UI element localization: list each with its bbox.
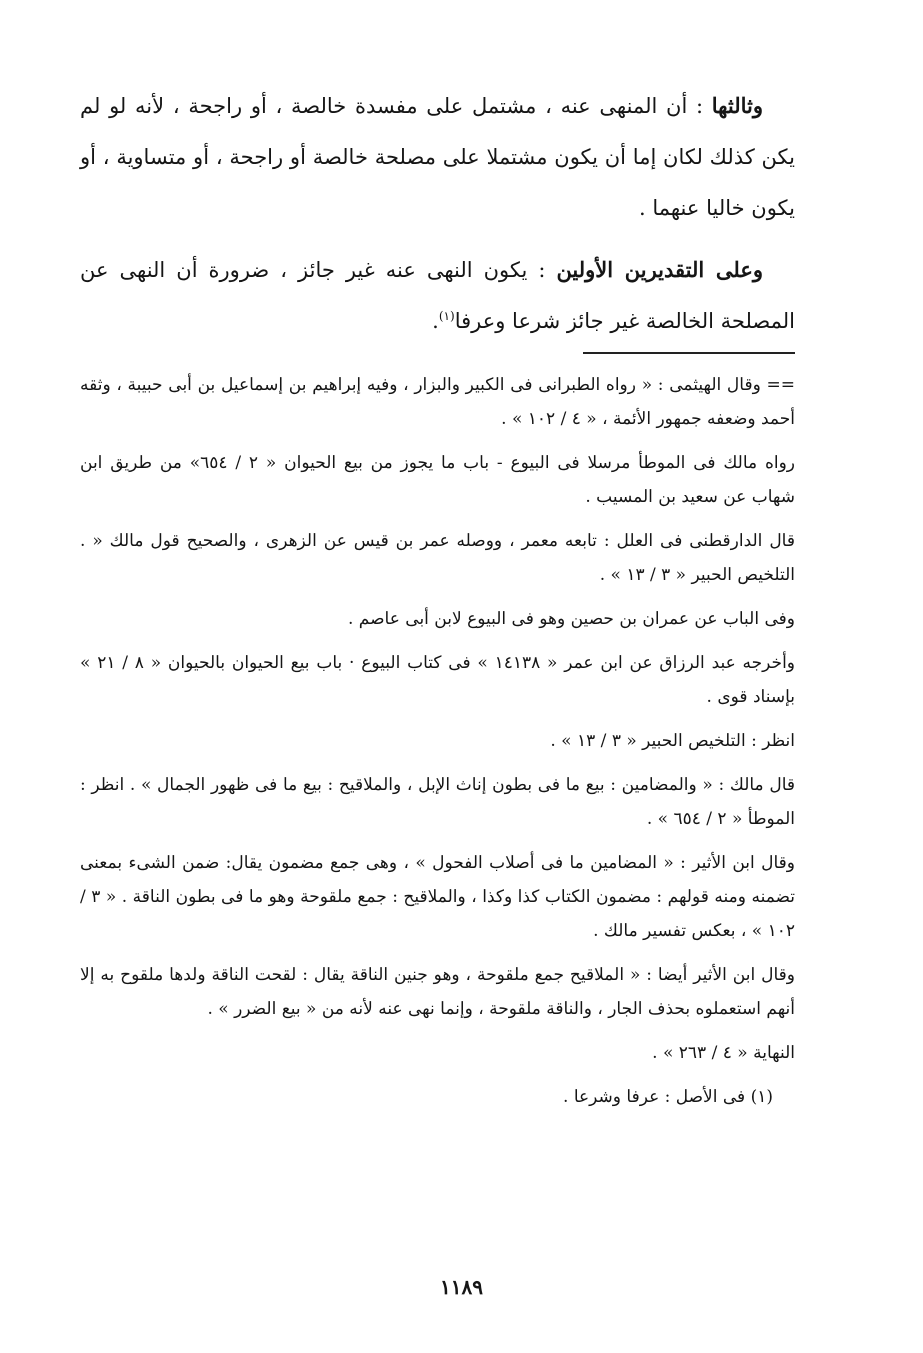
paragraph-1-text: : أن المنهى عنه ، مشتمل على مفسدة خالصة ، أو راجحة ، لأنه لو لم يكن كذلك لكان إما أن يكون مشتملا على مصلحة خالصة أو راجحة ، أو متساوية ، أو يكون خاليا عنهما .	[80, 94, 795, 220]
footnotes	[80, 368, 795, 1124]
note-2: رواه مالك فى الموطأ مرسلا فى البيوع - باب ما يجوز من بيع الحيوان « ٢ / ٦٥٤» من طريق ابن شهاب عن سعيد بن المسيب .	[80, 453, 796, 507]
paragraph-1-lead: وثالثها	[711, 93, 763, 118]
note-4: وفى الباب عن عمران بن حصين وهو فى البيوع لابن أبى عاصم .	[347, 609, 795, 629]
paragraph-2-end: .	[432, 309, 439, 333]
note-1: == وقال الهيثمى : « رواه الطبرانى فى الكبير والبزار ، وفيه إبراهيم بن إسماعيل بن أبى حبيبة ، وثقه أحمد وضعفه جمهور الأئمة ، « ٤ / ١٠٢ » .	[80, 375, 795, 429]
footnote-1: (١) فى الأصل : عرفا وشرعا .	[563, 1087, 773, 1107]
paragraph-2-text: : يكون النهى عنه غير جائز ، ضرورة أن النهى عن المصلحة الخالصة غير جائز شرعا وعرفا	[80, 258, 795, 333]
paragraph-2	[80, 244, 795, 347]
note-8: وقال ابن الأثير : « المضامين ما فى أصلاب الفحول » ، وهى جمع مضمون يقال: ضمن الشىء بمعنى تضمنه ومنه قولهم : مضمون الكتاب كذا وكذا ، والملاقيح : جمع ملقوحة وهو ما فى بطون الناقة . « ٣ / ١٠٢ » ، بعكس تفسير مالك .	[80, 853, 795, 941]
paragraph-2-lead: وعلى التقديرين الأولين	[556, 257, 763, 282]
note-5: وأخرجه عبد الرزاق عن ابن عمر « ١٤١٣٨ » فى كتاب البيوع · باب بيع الحيوان بالحيوان « ٨ / ٢١ » بإسناد قوى .	[80, 653, 795, 707]
page-number: ١١٨٩	[440, 1275, 483, 1299]
main-text	[80, 80, 795, 357]
footnote-separator	[583, 352, 795, 354]
paragraph-1	[80, 80, 795, 234]
note-9: وقال ابن الأثير أيضا : « الملاقيح جمع ملقوحة ، وهو جنين الناقة يقال : لقحت الناقة ولدها ملقوح به إلا أنهم استعملوه بحذف الجار ، والناقة ملقوحة ، وإنما نهى عنه لأنه من « بيع الضرر » .	[80, 965, 795, 1019]
note-7: قال مالك : « والمضامين : بيع ما فى بطون إناث الإبل ، والملاقيح : بيع ما فى ظهور الجمال » . انظر : الموطأ « ٢ / ٦٥٤ » .	[80, 775, 795, 829]
note-6: انظر : التلخيص الحبير « ٣ / ١٣ » .	[550, 731, 795, 751]
footnote-reference: (١)	[438, 309, 455, 323]
note-3: قال الدارقطنى فى العلل : تابعه معمر ، ووصله عمر بن قيس عن الزهرى ، والصحيح قول مالك « . التلخيص الحبير « ٣ / ١٣ » .	[80, 531, 795, 585]
note-10: النهاية « ٤ / ٢٦٣ » .	[652, 1043, 795, 1063]
